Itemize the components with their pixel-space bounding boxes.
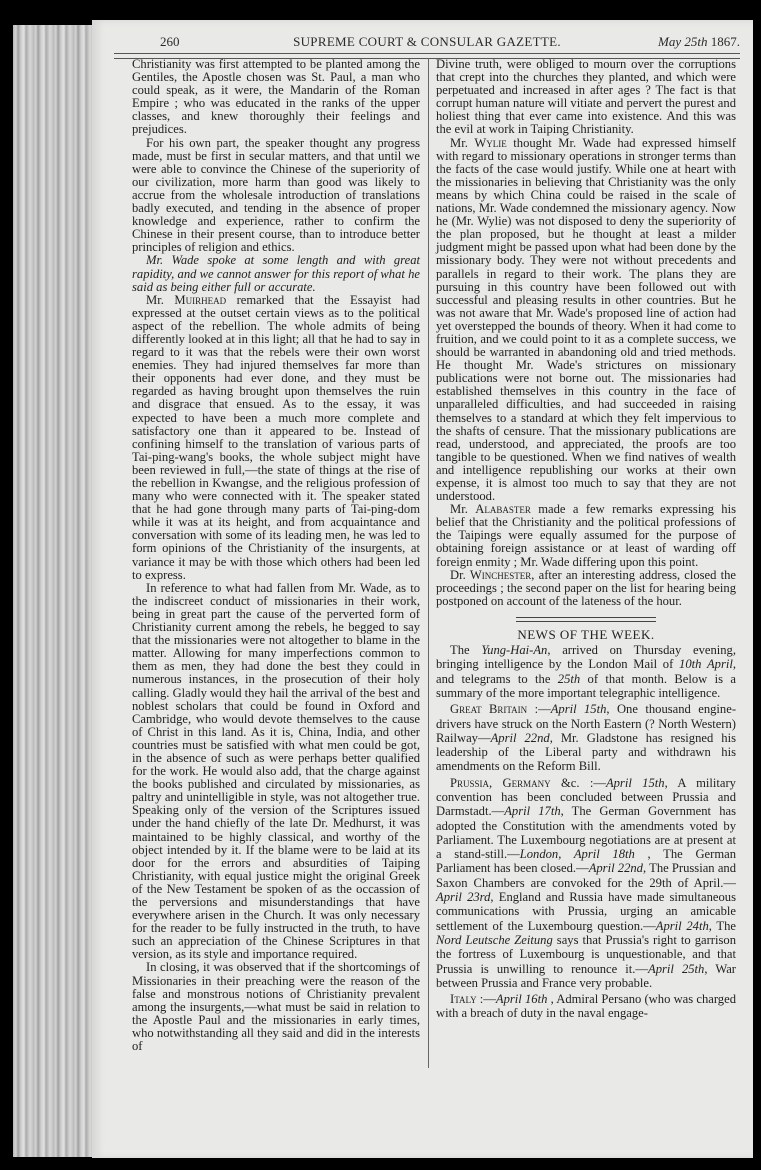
news-of-the-week-section: [436, 628, 736, 1021]
paragraph-alabaster: Mr. Alabaster made a few remarks expressing his belief that the Christianity and the political professions of the Taipings were equally assumed for the purpose of obtaining foreign assistance or at least of warding off foreign enmity ; Mr. Wade differing upon this point.: [436, 502, 736, 569]
right-column: [436, 58, 736, 1023]
speaker-name: Alabaster: [475, 502, 531, 517]
paragraph: In closing, it was observed that if the shortcomings of Missionaries in their preaching were the reason of the false and monstrous notions of Christianity prevalent among the insurgents,—what must be said in relation to the Apostle Paul and the missionaries in early times, who notwithstanding all they said and did in the interests of: [132, 960, 420, 1054]
newspaper-page: [92, 20, 753, 1158]
paragraph: Christianity was first attempted to be planted among the Gentiles, the Apostle chosen was St. Paul, a man who could speak, as it were, the Mandarin of the Roman Empire ; who was educated in the ranks of the upper classes, and knew thoroughly their feelings and prejudices.: [132, 57, 420, 137]
section-title: NEWS OF THE WEEK.: [517, 626, 655, 642]
speaker-name: Muirhead: [174, 292, 227, 307]
book-page-edges: [13, 25, 95, 1157]
section-rule: [516, 617, 656, 622]
paragraph-winchester: Dr. Winchester, after an interesting address, closed the proceedings ; the second paper on the list for hearing being postponed on account of the lateness of the hour.: [436, 567, 736, 608]
paragraph-muirhead: Mr. Muirhead remarked that the Essayist had expressed at the outset certain views as to the political aspect of the rebellion. The whole admits of being differently looked at in this light; all that he had to say in regard to it was that the rebels were their own worst enemies. They had injured themselves far more than their opponents had ever done, and they must be regarded as having brought upon themselves the ruin and disgrace that ensued. As to the essay, it was expected to have been a much more complete and satisfactory one than it appeared to be. Instead of confining himself to the translation of various parts of Tai-ping-wang's books, the whole subject might have been reviewed in full,—the state of things at the rise of the rebellion in Kwangse, and the religious profession of many who were connected with it. The speaker stated that he had gone through many parts of Tai-ping-dom while it was at its height, and from acquaintance and conversation with some of its leading men, he was led to form opinions of the Christianity of the insurgents, at variance it may be with those which others had been led to express.: [132, 292, 420, 582]
paragraph: In reference to what had fallen from Mr. Wade, as to the indiscreet conduct of missionaries in their work, being in great part the cause of the perverted form of Christianity current among the rebels, he begged to say that the missionaries were not altogether to blame in the matter. Allowing for many imperfections common to them as men, they had done the best they could in numerous instances, in the prosecution of their holy calling. Gladly would they hail the arrival of the best and noblest scholars that could be found in Oxford and Cambridge, who would devote themselves to the cause of Christ in this land. As it is, China, India, and other countries must be satisfied with what men could be got, in the absence of such as were perhaps better qualified for the work. He would also add, that the charge against the books published and circulated by missionaries, as paltry and unintelligible in style, was not altogether true. Speaking only of the version of the Scriptures issued under the hand chiefly of the late Dr. Medhurst, it was maintained to be highly classical, and worthy of the object intended by it. If the blame were to be laid at its door for the errors and absurdities of Taiping Christianity, with equal justice might the original Greek of the New Testament be spoken of as the occassion of the perversions and misunderstandings that have everywhere arisen in the Church. It was only necessary for the reader to be fully instructed in the truth, to have such an appreciation of the Chinese Scriptures in that version, as its style and importance required.: [132, 580, 420, 962]
running-header: [114, 34, 740, 50]
news-italy: Italy :—April 16th , Admiral Persano (who was charged with a breach of duty in the naval engage-: [436, 992, 736, 1021]
news-great-britain: Great Britain :—April 15th, One thousand engine-drivers have struck on the North Eastern (? North Western) Railway—April 22nd, Mr. Gladstone has resigned his leadership of the Liberal party and withdrawn his amendments on the Reform Bill.: [436, 702, 737, 774]
editorial-note: Mr. Wade spoke at some length and with great rapidity, and we cannot answer for this report of what he said as being either full or accurate.: [132, 253, 420, 294]
issue-date: May 25th 1867.: [658, 34, 740, 49]
page-number: 260: [160, 34, 180, 49]
paragraph: For his own part, the speaker thought any progress made, must be first in secular matters, and that until we were able to convince the Chinese of the superiority of our civilization, more harm than good was likely to accrue from the wholesale introduction of translations badly executed, and tending in the absence of proper knowledge and experience, rather to confirm the Chinese in their present course, than to introduce better principles of religion and ethics.: [132, 135, 420, 255]
paragraph-wylie: Mr. Wylie thought Mr. Wade had expressed himself with regard to missionary operations in stronger terms than the facts of the case would justify. While one at heart with the missionaries in believing that Christianity was the only means by which China could be raised in the scale of nations, Mr. Wade condemned the missionary agency. Now he (Mr. Wylie) was not disposed to deny the superiority of the plan proposed, but he thought at least a milder judgment might be passed upon what had been done by the missionary body. They were not without precedents and parallels in regard to their work. The plans they are pursuing in this country have been followed out with successful and pleasing results in other countries. But he was not aware that Mr. Wade's proposed line of action had yet overstepped the bounds of theory. When it had come to fruition, and we could point to it as a complete success, we should be warranted in abandoning old and tried methods. He thought Mr. Wade's strictures on missionary publications were not borne out. The missionaries had established themselves in this country in the face of unparalleled difficulties, and had succeeded in raising themselves to a standard at which they felt impervious to the shafts of censure. That the missionary publications are read, understood, and appreciated, the proofs are too tangible to be questioned. When we find natives of wealth and intelligence republishing our works at their own expense, it is almost too much to say that they are not understood.: [436, 135, 736, 504]
publication-title: SUPREME COURT & CONSULAR GAZETTE.: [293, 34, 561, 49]
news-prussia: Prussia, Germany &c. :—April 15th, A military convention has been concluded between Prussia and Darmstadt.—April 17th, The German Government has adopted the Constitution with the amendments voted by Parliament. The Luxembourg negotiations are at present at a stand-still.—London, April 18th , The German Parliament has been closed.—April 22nd, The Prussian and Saxon Chambers are convoked for the 29th of April.—April 23rd, England and Russia have made simultaneous communications with Prussia, urging an amicable settlement of the Luxembourg question.—April 24th, The Nord Leutsche Zeitung says that Prussia's right to garrison the fortress of Luxembourg is unquestionable, and that Prussia is unwilling to renounce it.—April 25th, War between Prussia and France very probable.: [436, 775, 737, 990]
column-divider: [428, 58, 429, 1068]
speaker-name: Winchester: [469, 567, 532, 582]
left-column: [132, 58, 420, 1053]
paragraph: Divine truth, were obliged to mourn over the corruptions that crept into the churches they planted, and which were perpetuated and increased in after ages ? The fact is that corrupt human nature will vitiate and pervert the purest and holiest thing that ever came into existence. And this was the evil at work in Taiping Christianity.: [436, 57, 736, 137]
speaker-name: Wylie: [474, 135, 507, 150]
news-intro: The Yung-Hai-An, arrived on Thursday evening, bringing intelligence by the London Mail of 10th April, and telegrams to the 25th of that month. Below is a summary of the more important telegraphic intelligence.: [436, 643, 736, 700]
